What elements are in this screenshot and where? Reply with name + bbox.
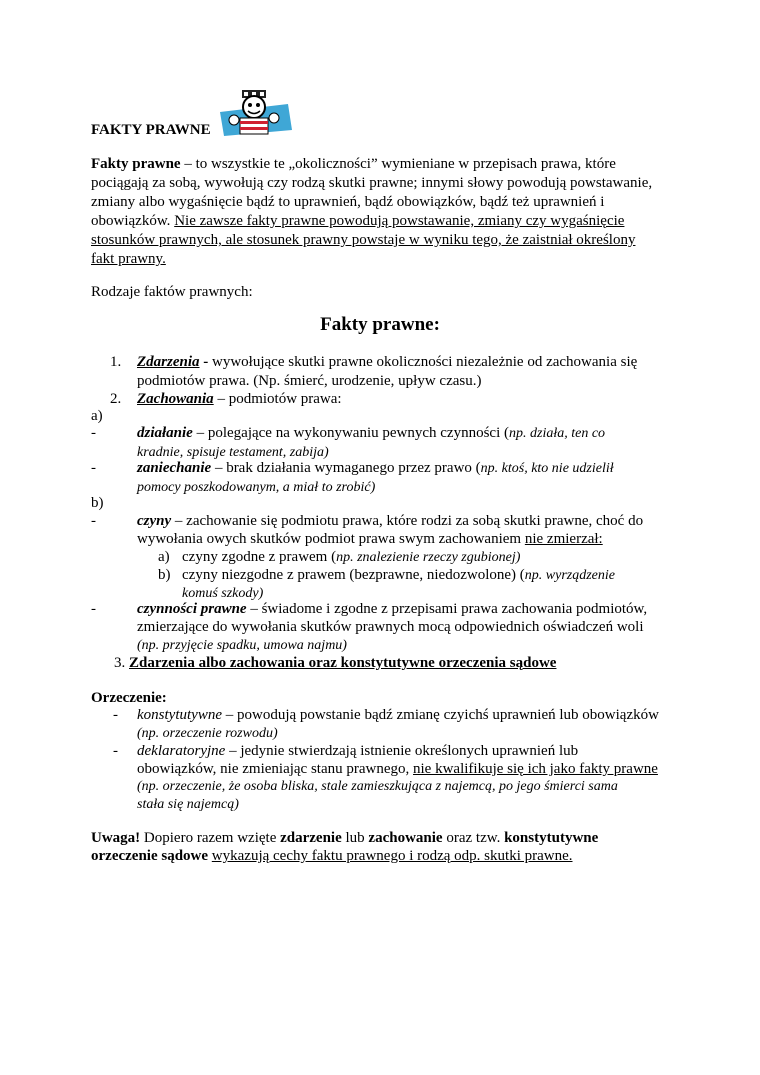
item-underlined: nie kwalifikuje się ich jako fakty prawne — [413, 761, 658, 777]
intro-line-3: zmiany albo wygaśnięcie bądź to uprawnień, bądź obowiązków, bądź też uprawnień i — [91, 194, 605, 210]
bullet-dash: - — [91, 425, 96, 441]
sub-label-b: b) — [91, 495, 104, 511]
intro-line-1 — [91, 155, 616, 174]
item-text: wywołujące skutki prawne okoliczności niezależnie od zachowania się — [208, 354, 638, 370]
example-text: np. znalezienie rzeczy zgubionej) — [336, 550, 521, 565]
sub-label-a: a) — [91, 408, 103, 424]
item-text: – podmiotów prawa: — [213, 391, 342, 407]
item-text: – zachowanie się podmiotu prawa, które rodzi za sobą skutki prawne, choć do — [171, 513, 644, 529]
document-heading: FAKTY PRAWNE — [91, 122, 211, 138]
item-number-1: 1. — [110, 354, 122, 370]
example-text: np. wyrządzenie — [524, 568, 615, 583]
bullet-dash: - — [91, 460, 96, 476]
czyny-line-2 — [137, 530, 603, 549]
czyny-b-line-2: komuś szkody) — [182, 586, 264, 601]
uwaga-underlined: wykazują cechy faktu prawnego i rodzą odp. skutki prawne. — [211, 848, 573, 864]
item-text: – polegające na wykonywaniu pewnych czynności ( — [192, 425, 509, 441]
intro-line-5: stosunków prawnych, ale stosunek prawny powstaje w wyniku tego, że zaistniał określony — [91, 232, 636, 248]
intro-text: obowiązków. — [91, 213, 175, 229]
bullet-dash: - — [91, 601, 96, 617]
czynnosci-line-1 — [137, 600, 647, 619]
term-zdarzenia: Zdarzenia — [137, 354, 200, 370]
item-text: – brak działania wymaganego przez prawo ( — [211, 460, 481, 476]
item-text: – świadome i zgodne z przepisami prawa zachowania podmiotów, — [246, 601, 648, 617]
intro-line-4 — [91, 212, 624, 231]
item-text: wywołania owych skutków podmiot prawa swym zachowaniem — [137, 531, 525, 547]
example-text: np. ktoś, kto nie udzielił — [480, 461, 614, 476]
deklaratoryjne-line-4: stała się najemcą) — [137, 797, 239, 812]
term-zaniechanie: zaniechanie — [137, 460, 212, 476]
deklaratoryjne-line-3: (np. orzeczenie, że osoba bliska, stale zamieszkująca z najemcą, po jego śmierci sama — [137, 779, 618, 794]
intro-underlined: Nie zawsze fakty prawne powodują powstawanie, zmiany czy wygaśnięcie — [174, 213, 625, 229]
term-dzialanie: działanie — [137, 425, 193, 441]
item-text: czyny zgodne z prawem ( — [182, 549, 337, 565]
dzialanie-line-1 — [137, 424, 605, 443]
uwaga-term: zachowanie — [368, 830, 443, 846]
dash: - — [199, 354, 209, 370]
uwaga-text: lub — [341, 830, 369, 846]
uwaga-text: Dopiero razem wzięte — [140, 830, 281, 846]
sub-sub-label-b: b) — [158, 567, 171, 583]
intro-text: – to wszystkie te „okoliczności” wymieniane w przepisach prawa, które — [180, 156, 616, 172]
czynnosci-line-2: zmierzające do wywołania skutków prawnych mocą odpowiednich oświadczeń woli — [137, 619, 644, 635]
term-konstytutywne: konstytutywne — [137, 707, 222, 723]
example-text: np. działa, ten co — [509, 426, 606, 441]
item-number-3: 3. — [114, 655, 126, 671]
item-2-line-1 — [137, 390, 342, 409]
bullet-dash: - — [113, 743, 118, 759]
zaniechanie-line-2: pomocy poszkodowanym, a miał to zrobić) — [137, 480, 376, 495]
section-title: Fakty prawne: — [320, 314, 440, 335]
rodzaje-label: Rodzaje faktów prawnych: — [91, 284, 253, 300]
uwaga-line-1 — [91, 829, 598, 848]
uwaga-term: orzeczenie sądowe — [91, 848, 209, 864]
item-number-2: 2. — [110, 391, 122, 407]
czyny-b-line-1 — [182, 566, 615, 585]
konstytutywne-line-2: (np. orzeczenie rozwodu) — [137, 726, 278, 741]
item-text: – powodują powstanie bądź zmianę czyichś uprawnień lub obowiązków — [221, 707, 659, 723]
orzeczenie-heading: Orzeczenie: — [91, 690, 167, 706]
czyny-a-line — [182, 548, 520, 567]
item-3-text: Zdarzenia albo zachowania oraz konstytutywne orzeczenia sądowe — [129, 655, 557, 671]
term-deklaratoryjne: deklaratoryjne — [137, 743, 226, 759]
checkered-cartoon-icon — [218, 90, 292, 140]
uwaga-term: konstytutywne — [504, 830, 599, 846]
uwaga-term: zdarzenie — [280, 830, 342, 846]
zaniechanie-line-1 — [137, 459, 614, 478]
bullet-dash: - — [91, 513, 96, 529]
term-czynnosci-prawne: czynności prawne — [137, 601, 247, 617]
term-czyny: czyny — [137, 513, 172, 529]
item-underlined: nie zmierzał: — [524, 531, 603, 547]
item-text: – jedynie stwierdzają istnienie określonych uprawnień lub — [225, 743, 579, 759]
konstytutywne-line-1 — [137, 706, 659, 725]
term-zachowania: Zachowania — [137, 391, 214, 407]
deklaratoryjne-line-1 — [137, 742, 578, 761]
czyny-line-1 — [137, 512, 643, 531]
intro-line-6: fakt prawny. — [91, 251, 166, 267]
uwaga-text: oraz tzw. — [442, 830, 505, 846]
sub-sub-label-a: a) — [158, 549, 170, 565]
intro-term: Fakty prawne — [91, 156, 181, 172]
item-text: obowiązków, nie zmieniając stanu prawnego, — [137, 761, 414, 777]
uwaga-line-2 — [91, 847, 573, 866]
bullet-dash: - — [113, 707, 118, 723]
item-1-line-1 — [137, 353, 637, 372]
intro-line-2: pociągają za sobą, wywołują czy rodzą skutki prawne; innymi słowy powodują powstawanie, — [91, 175, 653, 191]
item-text: czyny niezgodne z prawem (bezprawne, niedozwolone) ( — [182, 567, 525, 583]
item-1-line-2: podmiotów prawa. (Np. śmierć, urodzenie, upływ czasu.) — [137, 373, 482, 389]
uwaga-label: Uwaga! — [91, 830, 141, 846]
dzialanie-line-2: kradnie, spisuje testament, zabija) — [137, 445, 329, 460]
czynnosci-line-3: (np. przyjęcie spadku, umowa najmu) — [137, 638, 347, 653]
